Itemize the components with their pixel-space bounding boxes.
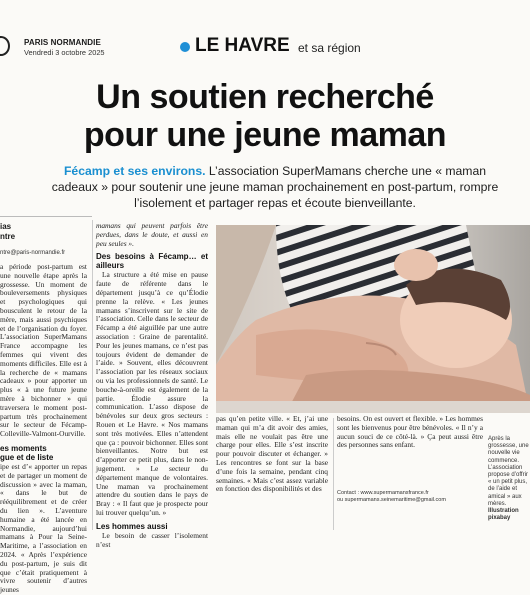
lede-text: L’association SuperMamans cherche une « maman cadeaux » pour soutenir une jeune maman prochainement en post-partum, rompre l’isolement et partager repas et écoute bienveillante. [51, 164, 499, 210]
author-byline [0, 222, 90, 242]
article-column-3 [216, 415, 328, 530]
subheading-line: gue et de liste [0, 452, 54, 462]
author-name-line-2: ntre [0, 232, 16, 241]
article-column-1 [0, 262, 87, 595]
paragraph: Le besoin de casser l’isolement n’est [96, 530, 208, 549]
article-lede [40, 163, 510, 211]
column-divider [92, 220, 93, 530]
article-title [0, 78, 530, 154]
paragraph: pas qu’en petite ville. « Et, j’ai une maman qui m’a dit avoir des amies, mais elle ne voulait pas être une charge pour elles. Elle s’est inscrite pour pouvoir discuter et échanger. » Les rencontres se font sur la base d’une fois la semaine, pendant cinq semaines. « Mais c’est assez variable en fonction des disponibilités et des [216, 414, 328, 494]
mother-breastfeeding-illustration [216, 225, 530, 413]
paragraph: ipe est d’« apporter un repas et de partager un moment de discussion » avec la maman, « dans le but de rééquilibrement et de créer du lien ». L’aventure humaine a été lancée en Normandie, aujourd’hui mamans à Pour la Seine-Maritime, a l’association en 2024. « Après l’expérience du post-partum, je suis dit que c’était pratiquement à vivre soutenir d’autres jeunes [0, 461, 87, 595]
subheading-line: es moments [0, 443, 47, 453]
contact-website-link[interactable]: Contact : www.supermamansfrance.fr [337, 490, 429, 496]
publication-name: PARIS NORMANDIE [24, 38, 101, 47]
contact-info [337, 490, 487, 504]
paragraph: besoins. On est ouvert et flexible. » Les hommes sont les bienvenus pour être bénévoles. « Il n’y a aucun souci de ce côté-là. » Ça peut aussi être des personnes sans enfant. [337, 414, 483, 450]
article-photo [216, 225, 530, 413]
subheading: Les hommes aussi [96, 521, 168, 531]
quote: mamans qui peuvent parfois être perdues, dans le doute, et aussi en peu seules ». [96, 221, 208, 248]
lede-place: Fécamp et ses environs. [63, 164, 206, 178]
article-column-4 [337, 415, 483, 485]
article-column-2 [96, 221, 208, 549]
rubric-dot-icon [180, 42, 190, 52]
rubric-title: LE HAVRE [195, 35, 290, 56]
author-email[interactable]: ntre@paris-normandie.fr [0, 250, 66, 256]
column-top-rule [0, 216, 92, 217]
contact-email-link[interactable]: ou supermamans.seinemaritime@gmail.com [337, 497, 446, 503]
caption-credit: Illustration pixabay [488, 508, 519, 522]
page-number-badge [0, 36, 10, 56]
article-title-line-1: Un soutien recherché [96, 78, 434, 116]
subheading: Des besoins à Fécamp… et ailleurs [96, 252, 208, 271]
rubric-subtitle: et sa région [298, 41, 361, 55]
paragraph: La structure a été mise en pause faute de référente dans le département jusqu’à ce qu’Élodie prenne la relève. « Les jeunes mamans s’inscrivent sur le site de l’association. Celle dans le secteur de Fécamp a été aiguillée par une autre association : Graine de parentalité. Pour les jeunes mamans, ce n’est pas toujours évident de demander de l’aide. » Souvent, elles découvrent l’association par les réseaux sociaux ou via les professionnels de santé. Le bouche-à-oreille est également de la partie. Élodie assure la communication. L’asso dispose de bénévoles sur deux gros secteurs : Rouen et Le Havre. « Nos mamans sont très motivées. Elles n’attendent que ça : pouvoir bichonner. Elles sont bienveillantes. Notre but est d’apporter ce petit plus, dans le non-jugement. » Le secteur du département manque de volontaires. Une maman va prochainement attendre du soutien dans le pays de Bray : « Il faut que je prospecte pour lui trouver quelqu’un. » [96, 270, 208, 517]
author-name-line-1: ias [0, 222, 12, 231]
publication-date: Vendredi 3 octobre 2025 [24, 48, 105, 57]
paragraph [96, 222, 208, 248]
paragraph: a période post-partum est une nouvelle étape après la grossesse. Un moment de bouleversements physiques et psychologiques qui bousculent le retour de la mère, mais aussi psychiques et de l’organisation du foyer. L’association SuperMamans France accompagne les femmes qui vivent des moments difficiles. Elle est à la recherche de « mamans cadeaux » pour apporter un plus « à une future jeune mère à bichonner » qui traversera le moment post-partum très prochainement sur le secteur de Fécamp-Colleville-Valmont-Ourville. [0, 262, 87, 439]
photo-caption [488, 436, 530, 522]
caption-text: Après la grossesse, une nouvelle vie commence. L’association propose d’offrir « un petit plus, de l’aide et amical » aux mères. [488, 436, 529, 507]
column-divider [333, 418, 334, 530]
subheading [0, 444, 87, 462]
article-title-line-2: pour une jeune maman [83, 116, 447, 154]
